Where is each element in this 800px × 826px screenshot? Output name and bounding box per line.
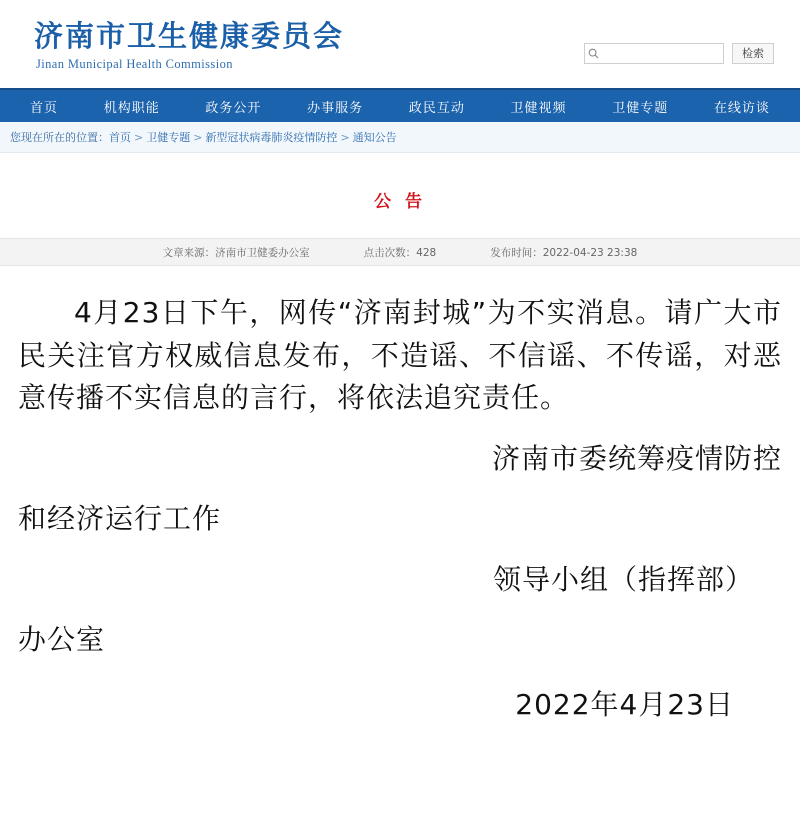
nav-item-government-affairs[interactable]: 政务公开 — [205, 100, 262, 116]
signature-line-4: 办公室 — [18, 623, 106, 657]
search-input[interactable] — [601, 44, 717, 63]
breadcrumb-item-home[interactable]: 首页 — [109, 131, 131, 144]
search-box[interactable] — [584, 43, 724, 64]
nav-item-topics[interactable]: 卫健专题 — [612, 100, 669, 116]
article-publish-time — [490, 245, 637, 260]
nav-item-interaction[interactable]: 政民互动 — [408, 100, 465, 116]
article-hits — [364, 245, 437, 260]
article-meta-bar — [0, 238, 800, 266]
breadcrumb-prefix: 您现在所在的位置： — [10, 131, 109, 144]
site-header — [0, 0, 800, 88]
breadcrumb-separator: > — [340, 130, 350, 144]
signature-line-3: 领导小组（指挥部） — [492, 562, 754, 596]
site-title-cn: 济南市卫生健康委员会 — [34, 19, 345, 54]
site-title-en: Jinan Municipal Health Commission — [36, 56, 233, 71]
article-source-label: 文章来源： — [162, 246, 216, 259]
article-body — [0, 266, 800, 736]
article-hits-label: 点击次数： — [363, 246, 417, 259]
search-area — [584, 25, 774, 64]
article-publish-value: 2022-04-23 23:38 — [542, 246, 638, 259]
article-paragraph: 4月23日下午，网传“济南封城”为不实消息。请广大市民关注官方权威信息发布，不造谣、不信谣、不传谣，对恶意传播不实信息的言行，将依法追究责任。 — [18, 296, 782, 415]
breadcrumb-separator: > — [193, 130, 203, 144]
main-navigation — [0, 88, 800, 122]
nav-item-video[interactable]: 卫健视频 — [510, 100, 567, 116]
signature-line-2: 和经济运行工作 — [18, 502, 222, 536]
breadcrumb-separator: > — [134, 130, 144, 144]
signature-date: 2022年4月23日 — [515, 687, 734, 721]
breadcrumb-item-topics[interactable]: 卫健专题 — [146, 131, 191, 144]
nav-item-services[interactable]: 办事服务 — [307, 100, 364, 116]
breadcrumb-item-announcements: 通知公告 — [352, 131, 397, 144]
breadcrumb — [0, 122, 800, 153]
signature-line-1: 济南市委统筹疫情防控 — [491, 441, 782, 475]
search-icon — [585, 44, 601, 63]
nav-item-home[interactable]: 首页 — [30, 100, 59, 116]
article-title: 公 告 — [0, 153, 800, 238]
nav-item-functions[interactable]: 机构职能 — [103, 100, 160, 116]
breadcrumb-item-covid[interactable]: 新型冠状病毒肺炎疫情防控 — [205, 131, 338, 144]
article-hits-value: 428 — [416, 246, 437, 259]
nav-item-online-interview[interactable]: 在线访谈 — [713, 100, 770, 116]
search-button[interactable]: 检索 — [732, 43, 774, 64]
site-brand[interactable] — [34, 16, 344, 71]
article-publish-label: 发布时间： — [490, 246, 543, 259]
article-source-value: 济南市卫健委办公室 — [215, 246, 310, 259]
article-source — [163, 245, 310, 260]
